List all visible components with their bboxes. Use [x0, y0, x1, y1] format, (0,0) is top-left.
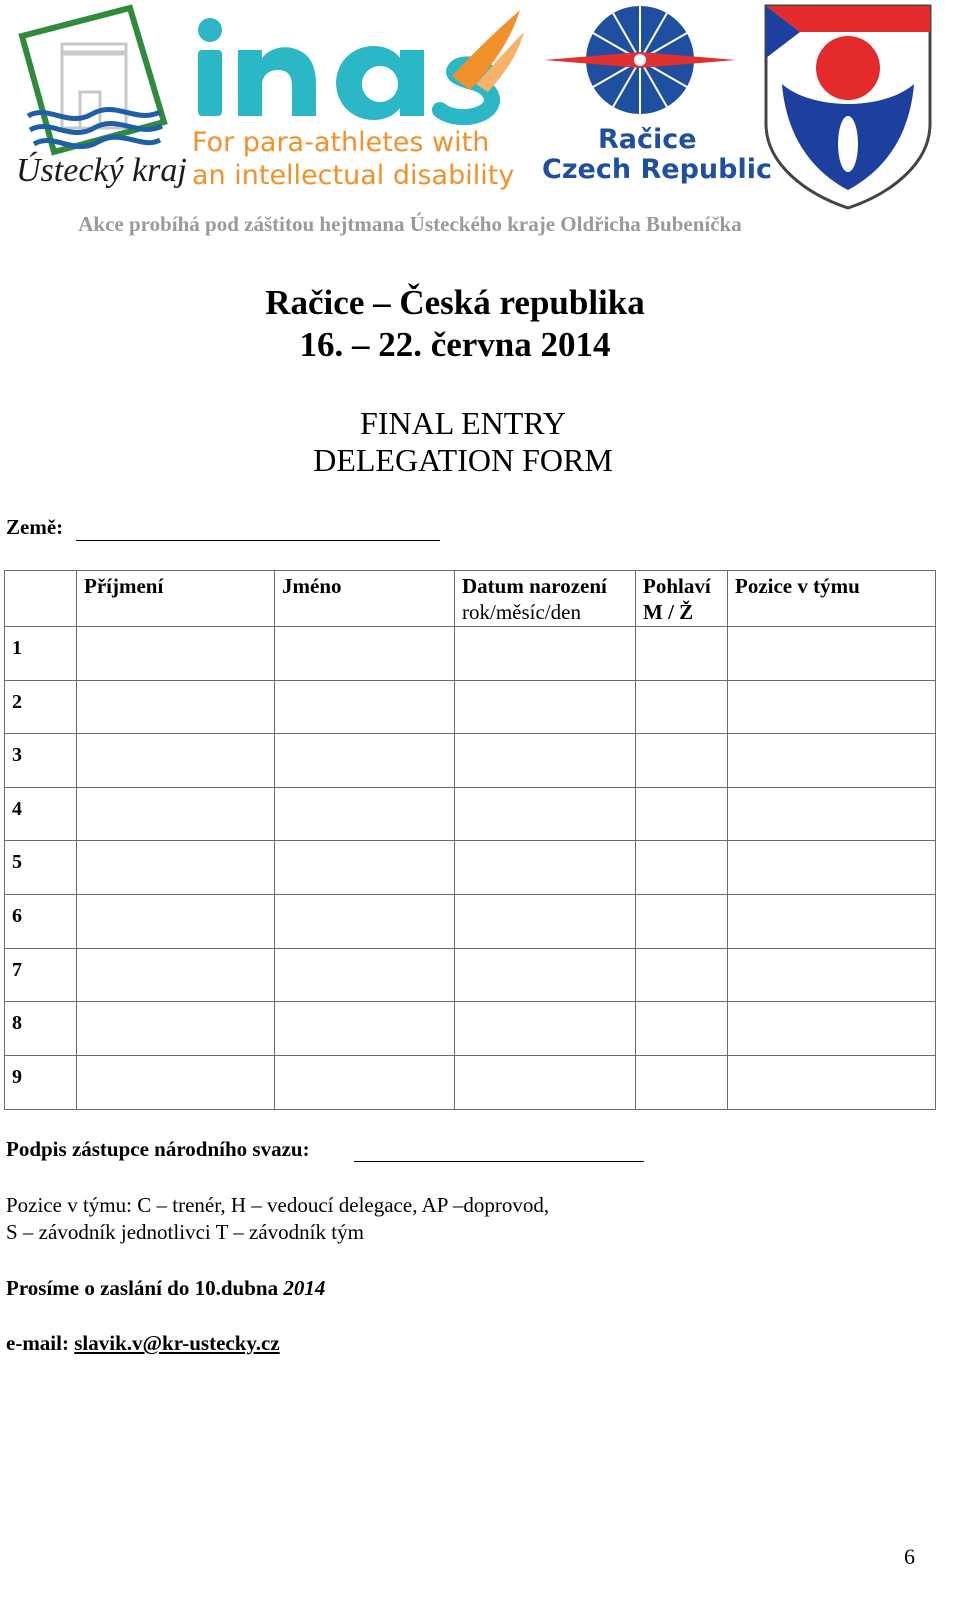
surname-cell[interactable]	[77, 895, 275, 949]
country-field[interactable]	[76, 540, 440, 541]
signature-label: Podpis zástupce národního svazu:	[6, 1137, 310, 1161]
first-name-cell[interactable]	[275, 788, 455, 841]
team-position-cell[interactable]	[728, 627, 936, 681]
inas-logo	[190, 6, 530, 196]
header-first-name: Jméno	[275, 571, 455, 627]
surname-cell[interactable]	[77, 681, 275, 734]
gender-cell[interactable]	[636, 627, 728, 681]
header-team-position: Pozice v týmu	[728, 571, 936, 627]
row-number: 5	[5, 841, 77, 895]
birth-date-cell[interactable]	[455, 841, 636, 895]
team-position-cell[interactable]	[728, 788, 936, 841]
team-position-cell[interactable]	[728, 1002, 936, 1056]
email-link[interactable]: slavik.v@kr-ustecky.cz	[74, 1331, 280, 1355]
gender-cell[interactable]	[636, 841, 728, 895]
table-row	[5, 788, 936, 841]
birth-date-cell[interactable]	[455, 627, 636, 681]
team-position-cell[interactable]	[728, 1056, 936, 1110]
row-number: 1	[5, 627, 77, 681]
row-number: 2	[5, 681, 77, 734]
first-name-cell[interactable]	[275, 627, 455, 681]
table-row	[5, 895, 936, 949]
country-label: Země:	[6, 515, 64, 539]
first-name-cell[interactable]	[275, 895, 455, 949]
deadline-year: 2014	[283, 1276, 326, 1300]
table-row	[5, 627, 936, 681]
row-number: 8	[5, 1002, 77, 1056]
table-header-row	[5, 571, 936, 627]
birth-date-cell[interactable]	[455, 734, 636, 788]
table-row	[5, 681, 936, 734]
patronage-note: Akce probíhá pod záštitou hejtmana Ústeckého kraje Oldřicha Bubeníčka	[78, 212, 742, 236]
gender-cell[interactable]	[636, 681, 728, 734]
event-dates: 16. – 22. června 2014	[299, 325, 611, 364]
gender-cell[interactable]	[636, 949, 728, 1002]
header-gender-options: M / Ž	[643, 600, 694, 624]
birth-date-cell[interactable]	[455, 1056, 636, 1110]
first-name-cell[interactable]	[275, 1002, 455, 1056]
crest-logo	[760, 4, 936, 210]
ustecky-kraj-logo	[14, 4, 187, 200]
first-name-cell[interactable]	[275, 1056, 455, 1110]
team-position-cell[interactable]	[728, 841, 936, 895]
first-name-cell[interactable]	[275, 734, 455, 788]
birth-date-cell[interactable]	[455, 949, 636, 1002]
table-row	[5, 949, 936, 1002]
email-row	[6, 1331, 280, 1356]
team-position-cell[interactable]	[728, 895, 936, 949]
table-row	[5, 1056, 936, 1110]
event-place: Račice – Česká republika	[265, 283, 645, 322]
racice-logo	[540, 4, 772, 194]
first-name-cell[interactable]	[275, 949, 455, 1002]
birth-date-cell[interactable]	[455, 895, 636, 949]
gender-cell[interactable]	[636, 734, 728, 788]
birth-date-cell[interactable]	[455, 681, 636, 734]
deadline-note	[6, 1276, 325, 1301]
header-surname: Příjmení	[77, 571, 275, 627]
row-number: 7	[5, 949, 77, 1002]
position-legend-line1: Pozice v týmu: C – trenér, H – vedoucí delegace, AP –doprovod,	[6, 1193, 550, 1217]
row-number: 3	[5, 734, 77, 788]
team-position-cell[interactable]	[728, 681, 936, 734]
surname-cell[interactable]	[77, 841, 275, 895]
birth-date-cell[interactable]	[455, 1002, 636, 1056]
first-name-cell[interactable]	[275, 841, 455, 895]
email-label: e-mail:	[6, 1331, 75, 1355]
row-number: 9	[5, 1056, 77, 1110]
table-row	[5, 841, 936, 895]
form-title-line2: DELEGATION FORM	[313, 442, 613, 478]
form-title-line1: FINAL ENTRY	[360, 405, 566, 441]
surname-cell[interactable]	[77, 734, 275, 788]
birth-date-cell[interactable]	[455, 788, 636, 841]
racice-logo-country: Czech Republic	[542, 154, 772, 185]
surname-cell[interactable]	[77, 1002, 275, 1056]
surname-cell[interactable]	[77, 1056, 275, 1110]
header-birth-date-format: rok/měsíc/den	[462, 600, 581, 624]
table-row	[5, 734, 936, 788]
header-number	[5, 571, 77, 627]
position-legend-line2: S – závodník jednotlivci T – závodník tým	[6, 1220, 364, 1244]
delegation-table	[4, 570, 936, 1110]
inas-tagline-line2: an intellectual disability	[192, 160, 515, 191]
ustecky-kraj-logo-text: Ústecký kraj	[16, 152, 187, 189]
gender-cell[interactable]	[636, 1002, 728, 1056]
inas-tagline-line1: For para-athletes with	[192, 127, 490, 158]
surname-cell[interactable]	[77, 788, 275, 841]
header-gender: Pohlaví M / Ž	[636, 571, 728, 627]
team-position-cell[interactable]	[728, 734, 936, 788]
signature-field[interactable]	[354, 1161, 644, 1162]
surname-cell[interactable]	[77, 627, 275, 681]
row-number: 4	[5, 788, 77, 841]
first-name-cell[interactable]	[275, 681, 455, 734]
row-number: 6	[5, 895, 77, 949]
gender-cell[interactable]	[636, 895, 728, 949]
surname-cell[interactable]	[77, 949, 275, 1002]
gender-cell[interactable]	[636, 788, 728, 841]
page-number: 6	[904, 1544, 915, 1569]
gender-cell[interactable]	[636, 1056, 728, 1110]
header-birth-date: Datum narození rok/měsíc/den	[455, 571, 636, 627]
table-row	[5, 1002, 936, 1056]
racice-logo-name: Račice	[598, 124, 697, 155]
deadline-text: Prosíme o zaslání do 10.dubna	[6, 1276, 284, 1300]
team-position-cell[interactable]	[728, 949, 936, 1002]
